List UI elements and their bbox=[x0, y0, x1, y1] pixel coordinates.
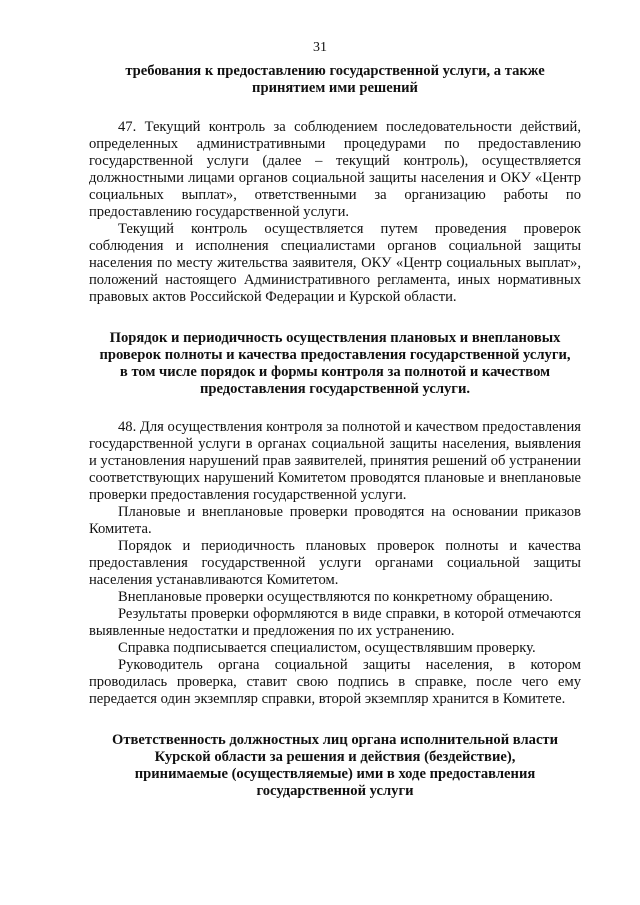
paragraph-48-4: Внеплановые проверки осуществляются по конкретному обращению. bbox=[118, 589, 553, 605]
page-number: 31 bbox=[313, 40, 327, 55]
paragraph-48-5: Результаты проверки оформляются в виде справки, в которой отмечаются выявленные недостатки и предложения по их устранению. bbox=[89, 606, 581, 639]
section-heading-checks: Порядок и периодичность осуществления плановых и внеплановых проверок полноты и качества предоставления государственной услуги, в том числе порядок и формы контроля за полнотой и качеством предоставления государственной услуги. bbox=[99, 330, 571, 397]
section-heading-top: требования к предоставлению государственной услуги, а также принятием ими решений bbox=[125, 63, 545, 96]
section-heading-responsibility: Ответственность должностных лиц органа исполнительной власти Курской области за решения и действия (бездействие), принимаемые (осуществляемые) ими в ходе предоставления государственной услуги bbox=[112, 732, 558, 799]
paragraph-48-2: Плановые и внеплановые проверки проводятся на основании приказов Комитета. bbox=[89, 504, 581, 537]
paragraph-48-3: Порядок и периодичность плановых проверок полноты и качества предоставления государственной услуги органами социальной защиты населения устанавливаются Комитетом. bbox=[89, 538, 581, 588]
paragraph-47-1: 47. Текущий контроль за соблюдением последовательности действий, определенных административными процедурами по предоставлению государственной услуги (далее – текущий контроль), осуществляется должностными лицами органов социальной защиты населения и ОКУ «Центр социальных выплат», ответственными за организацию работы по предоставлению государственной услуги. bbox=[89, 119, 581, 220]
paragraph-48-7: Руководитель органа социальной защиты населения, в котором проводилась проверка, ставит свою подпись в справке, после чего ему передается один экземпляр справки, второй экземпляр хранится в Комитете. bbox=[89, 657, 581, 707]
page-content bbox=[89, 63, 581, 800]
paragraph-47-2: Текущий контроль осуществляется путем проведения проверок соблюдения и исполнения специалистами органов социальной защиты населения по месту жительства заявителя, ОКУ «Центр социальных выплат», положений настоящего Административного регламента, иных нормативных правовых актов Российской Федерации и Курской области. bbox=[89, 221, 581, 305]
paragraph-48-6: Справка подписывается специалистом, осуществлявшим проверку. bbox=[118, 640, 536, 656]
paragraph-48-1: 48. Для осуществления контроля за полнотой и качеством предоставления государственной услуги в органах социальной защиты населения, выявления и установления нарушений прав заявителей, принятия решений об устранении соответствующих нарушений Комитетом проводятся плановые и внеплановые проверки предоставления государственной услуги. bbox=[89, 419, 581, 503]
